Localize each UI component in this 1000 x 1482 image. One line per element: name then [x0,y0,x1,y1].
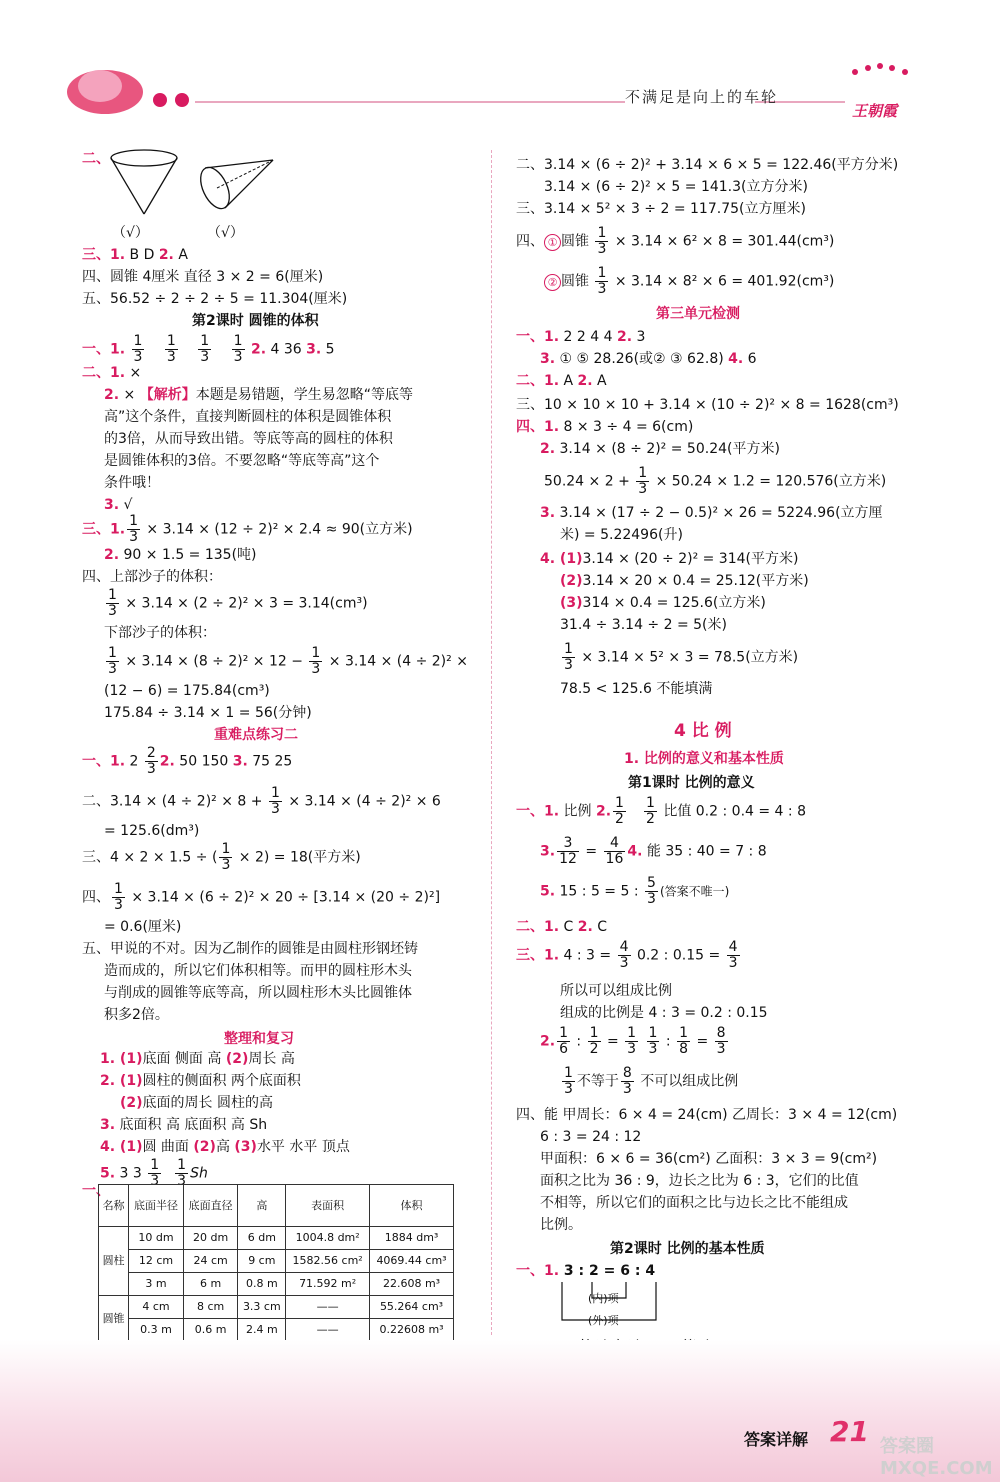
formula-text: 三、4 × 2 × 1.5 ÷ ( [82,849,218,866]
outer-term-label: (外)项 [588,1314,619,1327]
answer-line: 甲面积：6 × 6 = 36(cm²) 乙面积：3 × 3 = 9(cm²) [540,1151,878,1167]
page-footer [0,1340,1000,1482]
section-label: 一、 [82,341,110,358]
lesson-title: 第2课时 圆锥的体积 [192,313,319,329]
item-number: 3. [104,497,120,513]
answer-text: 4 36 [266,341,307,358]
item-number: 2. [104,547,120,563]
answer-line: 与削成的圆锥等底等高，所以圆柱形木头比圆锥体 [104,985,412,1001]
answer-text: × [125,365,142,381]
answer-line: 五、甲说的不对。因为乙制作的圆锥是由圆柱形钢坯铸 [82,941,418,957]
answer-line: 所以可以组成比例 [560,983,672,999]
answer-text: √ [119,497,133,513]
dot-icon [175,93,189,107]
analysis-label: 【解析】 [139,387,196,403]
answer-text: × [119,387,140,403]
fraction: $\frac{1}{3}$ [564,641,573,673]
chapter-title: 4 比 例 [674,721,732,741]
section-label: 二、 [82,365,110,381]
section-title: 1. 比例的意义和基本性质 [624,751,784,767]
brand-logo: 王朝霞 [852,102,898,120]
check-mark: （√） [112,225,149,241]
table-header: 表面积 [286,1185,370,1227]
fraction: $\frac{4}{3}$ [619,939,629,971]
fraction: $\frac{1}{3}$ [648,1025,658,1057]
formula-text: 米) = 5.22496(升) [560,527,683,543]
fraction: $\frac{1}{2}$ [615,795,624,827]
formula-text: × 3.14 × (4 ÷ 2)² × [324,653,468,670]
lesson-title: 第2课时 比例的基本性质 [610,1241,765,1257]
formula-text: = 125.6(dm³) [104,823,200,839]
item-number: 1. [110,365,126,381]
formula-text: × 3.14 × (8 ÷ 2)² × 12 − [120,653,308,670]
fraction: $\frac{1}{6}$ [559,1025,568,1057]
fraction: $\frac{3}{12}$ [559,835,577,867]
formula-text: 三、3.14 × 5² × 3 ÷ 2 = 117.75(立方厘米) [516,201,806,217]
answer-line: 四、能 甲周长：6 × 4 = 24(cm) 乙周长：3 × 4 = 12(cm) [516,1107,898,1123]
section-label: 三、 [82,521,110,538]
header-decoration [0,0,1000,140]
dot-icon [153,93,167,107]
analysis-text: 的3倍，从而导致出错。等底等高的圆柱的体积 [104,431,393,447]
table-row: 3 m 6 m 0.8 m 71.592 m² 22.608 m³ [99,1273,454,1296]
formula-text: × 3.14 × (4 ÷ 2)² × 6 [283,793,441,810]
item-number: 2. [159,753,175,770]
section-label: 一、 [82,1183,110,1199]
item-number: 2. [104,387,120,403]
fraction: $\frac{5}{3}$ [647,875,656,907]
table-header: 高 [238,1185,286,1227]
item-number: 1. [110,753,126,770]
fraction: $\frac{1}{3}$ [133,333,143,365]
fraction: $\frac{1}{3}$ [627,1025,637,1057]
fraction: $\frac{4}{3}$ [728,939,738,971]
fraction: $\frac{1}{8}$ [679,1025,689,1057]
table-row: 0.3 m 0.6 m 2.4 m —— 0.22608 m³ [99,1319,454,1342]
answer-line: 造而成的，所以它们体积相等。而甲的圆柱形木头 [104,963,412,979]
fraction: $\frac{1}{3}$ [166,333,176,365]
answer-text: B D [125,247,159,263]
formula-text: 31.4 ÷ 3.14 ÷ 2 = 5(米) [560,617,727,633]
fraction: $\frac{4}{16}$ [605,835,624,867]
formula-text: (12 − 6) = 175.84(cm³) [104,683,270,699]
formula-text: × 2) = 18(平方米) [234,849,361,866]
formula-text: 二、3.14 × (4 ÷ 2)² × 8 + [82,793,267,810]
cone-icon [111,150,177,166]
answer-line: 不相等，所以它们的面积之比与边长之比不能组成 [540,1195,848,1211]
fraction: $\frac{1}{3}$ [270,785,280,817]
header-slogan: 不满足是向上的车轮 [625,88,779,106]
footer-label: 答案详解 [744,1430,809,1449]
fraction: $\frac{1}{3}$ [597,265,607,297]
fraction: $\frac{1}{3}$ [638,465,648,497]
inner-term-label: (内)项 [588,1292,619,1305]
fraction: $\frac{1}{2}$ [589,1025,599,1057]
item-number: 1. [110,247,126,263]
table-row: 圆柱 10 dm 20 dm 6 dm 1004.8 dm² 1884 dm³ [99,1227,454,1250]
section-label: 一、 [82,753,110,770]
answer-text: 5 [321,341,335,358]
fraction: $\frac{8}{3}$ [716,1025,726,1057]
formula-text: 90 × 1.5 = 135(吨) [119,547,257,563]
formula-text: 三、10 × 10 × 10 + 3.14 × (10 ÷ 2)² × 8 = 1628(cm³) [516,397,899,413]
fraction: $\frac{1}{3}$ [200,333,210,365]
fraction: $\frac{1}{3}$ [564,1065,573,1097]
fraction: $\frac{1}{3}$ [108,587,117,619]
table-group-label: 圆柱 [99,1227,129,1296]
fraction: $\frac{1}{3}$ [311,645,321,677]
answer-line: 积多2倍。 [104,1007,169,1023]
analysis-text: 是圆锥体积的3倍。不要忽略“等底等高”这个 [104,453,380,469]
answer-line: 下部沙子的体积： [104,625,216,641]
fraction: $\frac{1}{3}$ [233,333,243,365]
circled-number: ② [544,274,561,291]
cone-icon [195,163,235,213]
formula-text: 175.84 ÷ 3.14 × 1 = 56(分钟) [104,705,312,721]
answer-text: 50 150 [174,753,233,770]
watermark: 答案圈 MXQE.COM [880,1436,993,1479]
item-number: 2. [158,247,174,263]
item-number: 3. [306,341,322,358]
table-header: 底面直径 [183,1185,238,1227]
formula-text: = 0.6(厘米) [104,919,182,935]
page-header [0,0,1000,140]
analysis-text: 本题是易错题，学生易忽略“等底等 [195,387,413,403]
volume-table [98,1184,454,1342]
fraction: $\frac{1}{3}$ [150,1157,160,1189]
answer-text: 2 [125,753,143,770]
fraction: $\frac{1}{3}$ [114,881,123,913]
page-number: 21 [830,1415,869,1448]
fraction: $\frac{8}{3}$ [622,1065,632,1097]
section-title: 整理和复习 [224,1031,294,1047]
analysis-text: 高”这个条件，直接判断圆柱的体积是圆锥体积 [104,409,392,425]
cone-figures [107,148,277,216]
answer-line: 6 : 3 = 24 : 12 [540,1129,642,1145]
fraction: $\frac{1}{3}$ [221,841,231,873]
fraction: $\frac{1}{3}$ [129,513,138,545]
formula-text: × 3.14 × (12 ÷ 2)² × 2.4 ≈ 90(立方米) [141,521,413,538]
section-title: 第三单元检测 [656,306,740,322]
section-title: 重难点练习二 [214,727,298,743]
answer-text: A [173,247,188,263]
answer-line: 五、56.52 ÷ 2 ÷ 2 ÷ 5 = 11.304(厘米) [82,291,348,307]
fraction: $\frac{1}{3}$ [177,1157,187,1189]
answer-line: 面积之比为 36 : 9，边长之比为 6 : 3，它们的比值 [540,1173,859,1189]
item-number: 1. [110,341,126,358]
analysis-text: 条件哦！ [104,475,160,491]
item-number: 2. [251,341,267,358]
fraction: $\frac{1}{3}$ [597,225,607,257]
circled-number: ① [544,234,561,251]
fraction: $\frac{1}{3}$ [108,645,117,677]
column-divider [491,150,492,1335]
section-label: 二、 [82,151,110,167]
table-header: 名称 [99,1185,129,1227]
table-header: 底面半径 [129,1185,184,1227]
answer-line: 比例。 [540,1217,582,1233]
table-header: 体积 [370,1185,454,1227]
section-label: 四、 [82,889,110,906]
answer-line: 四、圆锥 4厘米 直径 3 × 2 = 6(厘米) [82,269,324,285]
check-mark: （√） [207,225,244,241]
formula-text: × 3.14 × (6 ÷ 2)² × 20 ÷ [3.14 × (20 ÷ 2)²] [126,889,441,906]
formula-text: 3.14 × (6 ÷ 2)² × 5 = 141.3(立方分米) [544,179,808,195]
formula-text: 78.5 < 125.6 不能填满 [560,681,713,697]
lesson-title: 第1课时 比例的意义 [628,775,755,791]
table-row: 圆锥 4 cm 8 cm 3.3 cm —— 55.264 cm³ [99,1296,454,1319]
formula-text: 二、3.14 × (6 ÷ 2)² + 3.14 × 6 × 5 = 122.46(平方分米) [516,157,899,173]
answer-text: 75 25 [247,753,293,770]
formula-text: × 3.14 × (2 ÷ 2)² × 3 = 3.14(cm³) [120,595,368,612]
fraction: $\frac{1}{2}$ [645,795,655,827]
answer-line: 组成的比例是 4 : 3 = 0.2 : 0.15 [560,1005,768,1021]
section-label: 四、 [516,233,544,250]
table-group-label: 圆锥 [99,1296,129,1342]
table-row: 12 cm 24 cm 9 cm 1582.56 cm² 4069.44 cm³ [99,1250,454,1273]
section-label: 三、 [82,247,110,263]
item-number: 3. [232,753,248,770]
header-line [195,101,625,103]
answer-line: 四、上部沙子的体积： [82,569,222,585]
fraction: $\frac{2}{3}$ [146,745,156,777]
item-number: 1. [110,521,126,538]
